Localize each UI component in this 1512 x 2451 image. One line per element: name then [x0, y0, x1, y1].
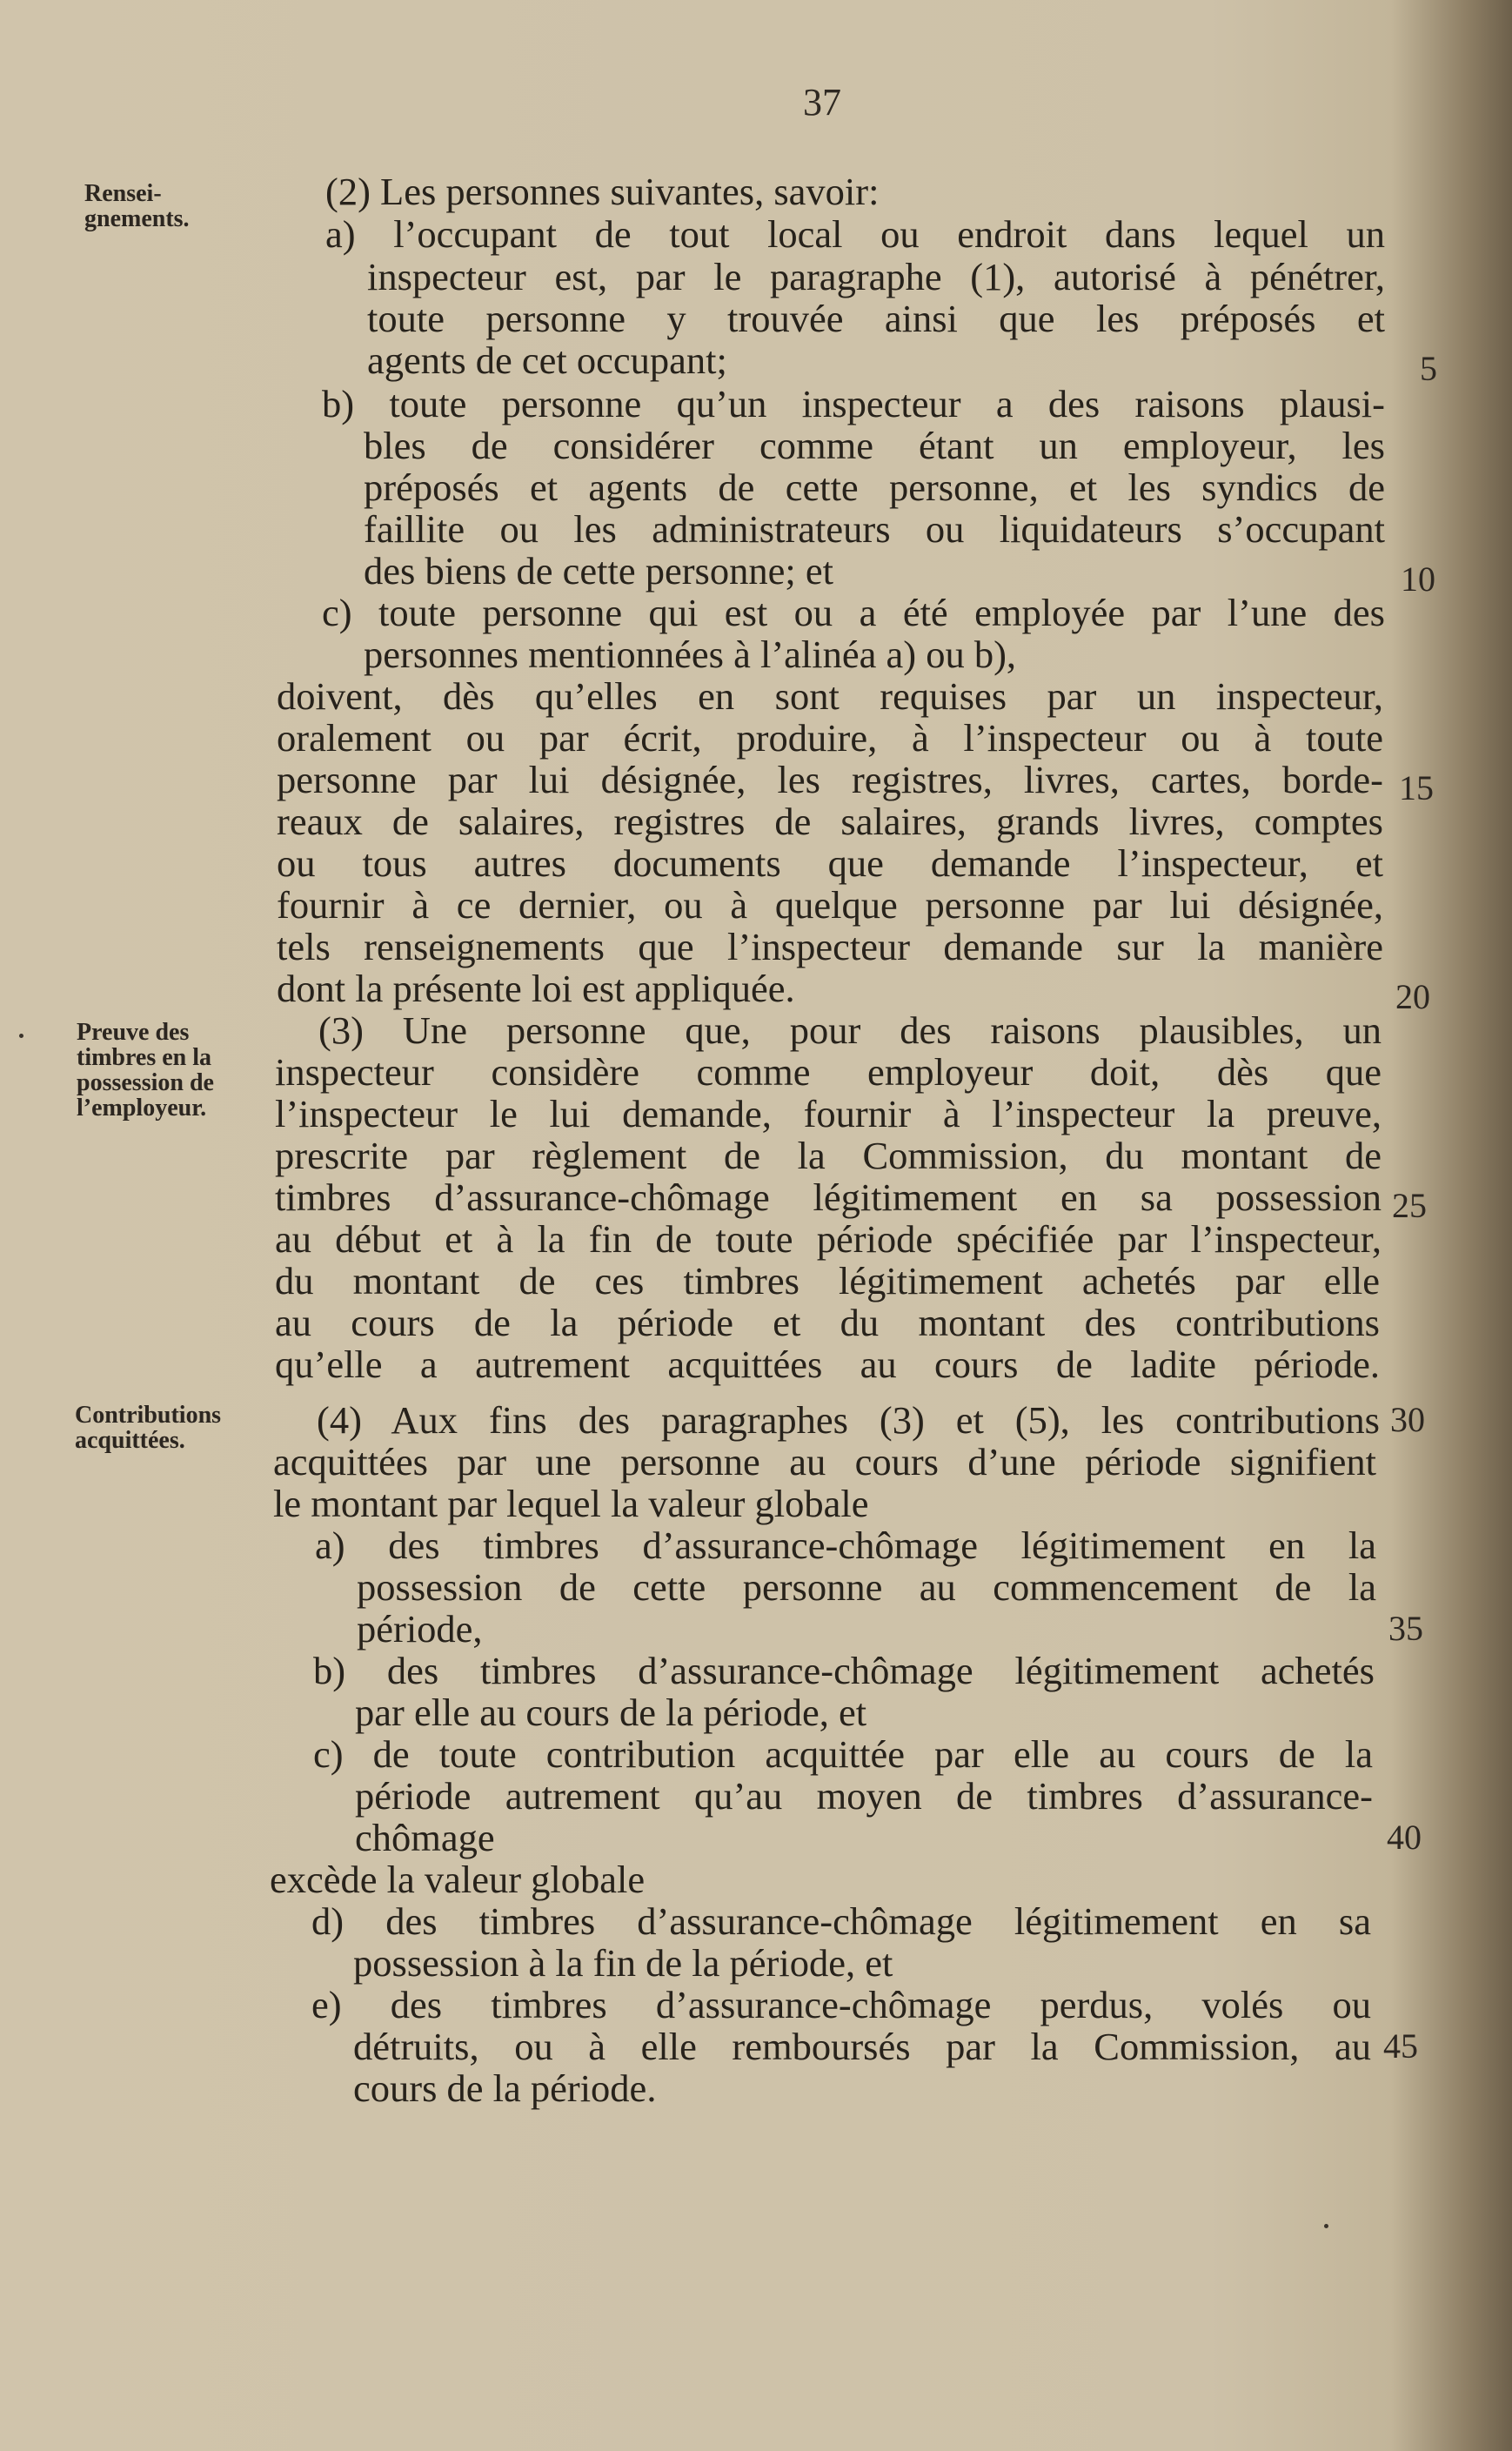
margin-note-line: acquittées. — [75, 1427, 185, 1454]
line-number: 25 — [1392, 1186, 1427, 1225]
text-line: qu’elle a autrement acquittées au cours de ladite période. — [275, 1343, 1380, 1386]
text-line: b) des timbres d’assurance-chômage légitimement achetés — [313, 1649, 1375, 1692]
text-line: au début et à la fin de toute période spécifiée par l’inspecteur, — [275, 1217, 1382, 1261]
text-line: personnes mentionnées à l’alinéa a) ou b), — [364, 633, 1017, 676]
text-line: par elle au cours de la période, et — [355, 1691, 867, 1734]
text-line: possession de cette personne au commencement de la — [357, 1565, 1376, 1609]
text-line: timbres d’assurance-chômage légitimement en sa possession — [275, 1175, 1382, 1219]
margin-note-line: Preuve des — [77, 1019, 190, 1046]
paper-speck — [1324, 2224, 1328, 2228]
text-line: le montant par lequel la valeur globale — [273, 1482, 869, 1525]
margin-note-line: timbres en la — [77, 1044, 212, 1071]
text-line: e) des timbres d’assurance-chômage perdus, volés ou — [311, 1983, 1371, 2026]
text-line: période autrement qu’au moyen de timbres d’assurance- — [355, 1774, 1373, 1818]
text-line: a) des timbres d’assurance-chômage légitimement en la — [315, 1524, 1376, 1567]
text-line: doivent, dès qu’elles en sont requises par un inspecteur, — [277, 674, 1383, 718]
margin-note-line: Rensei- — [84, 180, 162, 207]
text-line: reaux de salaires, registres de salaires, grands livres, comptes — [277, 800, 1383, 843]
text-line: a) l’occupant de tout local ou endroit dans lequel un — [325, 212, 1385, 256]
text-line: préposés et agents de cette personne, et les syndics de — [364, 465, 1385, 509]
margin-note-renseignements — [84, 181, 276, 231]
line-number: 20 — [1395, 977, 1430, 1016]
margin-note-line: possession de — [77, 1069, 214, 1096]
line-number: 10 — [1401, 559, 1435, 599]
margin-note-line: Contributions — [75, 1402, 222, 1429]
text-line: agents de cet occupant; — [367, 338, 727, 382]
text-line: (2) Les personnes suivantes, savoir: — [325, 170, 880, 213]
line-number: 30 — [1390, 1400, 1425, 1439]
text-line: c) toute personne qui est ou a été employée par l’une des — [322, 591, 1385, 634]
text-line: personne par lui désignée, les registres, livres, cartes, borde- — [277, 758, 1383, 801]
text-line: ou tous autres documents que demande l’inspecteur, et — [277, 841, 1383, 885]
text-line: c) de toute contribution acquittée par elle au cours de la — [313, 1732, 1373, 1776]
line-number: 40 — [1387, 1818, 1422, 1857]
text-line: possession à la fin de la période, et — [353, 1941, 893, 1985]
text-line: excède la valeur globale — [270, 1858, 646, 1901]
text-line: faillite ou les administrateurs ou liquidateurs s’occupant — [364, 507, 1385, 551]
text-line: toute personne y trouvée ainsi que les préposés et — [367, 297, 1385, 340]
line-number: 45 — [1383, 2026, 1418, 2066]
line-number: 15 — [1399, 768, 1434, 807]
text-line: d) des timbres d’assurance-chômage légitimement en sa — [311, 1899, 1371, 1943]
text-line: (3) Une personne que, pour des raisons plausibles, un — [318, 1008, 1382, 1052]
text-line: cours de la période. — [353, 2066, 657, 2110]
text-line: détruits, ou à elle remboursés par la Commission, au — [353, 2025, 1371, 2068]
text-line: l’inspecteur le lui demande, fournir à l’inspecteur la preuve, — [275, 1092, 1382, 1135]
text-line: période, — [357, 1607, 483, 1651]
margin-note-contributions-acquittees — [75, 1403, 266, 1453]
text-line: b) toute personne qu’un inspecteur a des raisons plausi- — [322, 382, 1385, 425]
text-line: au cours de la période et du montant des contributions — [275, 1301, 1380, 1344]
text-line: inspecteur considère comme employeur doit, dès que — [275, 1050, 1382, 1094]
margin-note-line: gnements. — [84, 205, 190, 232]
margin-note-preuve-des-timbres — [77, 1020, 268, 1121]
line-number: 35 — [1388, 1609, 1423, 1648]
text-line: prescrite par règlement de la Commission, du montant de — [275, 1134, 1382, 1177]
text-line: fournir à ce dernier, ou à quelque personne par lui désignée, — [277, 883, 1383, 927]
text-line: des biens de cette personne; et — [364, 549, 833, 593]
text-line: dont la présente loi est appliquée. — [277, 967, 795, 1010]
page-number: 37 — [803, 81, 841, 124]
text-line: acquittées par une personne au cours d’une période signifient — [273, 1440, 1376, 1483]
paper-speck — [19, 1034, 23, 1038]
margin-note-line: l’employeur. — [77, 1095, 207, 1122]
text-line: du montant de ces timbres légitimement achetés par elle — [275, 1259, 1380, 1303]
text-line: oralement ou par écrit, produire, à l’inspecteur ou à toute — [277, 716, 1383, 760]
text-line: inspecteur est, par le paragraphe (1), autorisé à pénétrer, — [367, 255, 1385, 298]
text-line: bles de considérer comme étant un employeur, les — [364, 424, 1385, 467]
text-line: chômage — [355, 1816, 495, 1859]
text-line: tels renseignements que l’inspecteur demande sur la manière — [277, 925, 1383, 968]
line-number: 5 — [1420, 349, 1437, 388]
text-line: (4) Aux fins des paragraphes (3) et (5), les contributions — [317, 1398, 1380, 1442]
